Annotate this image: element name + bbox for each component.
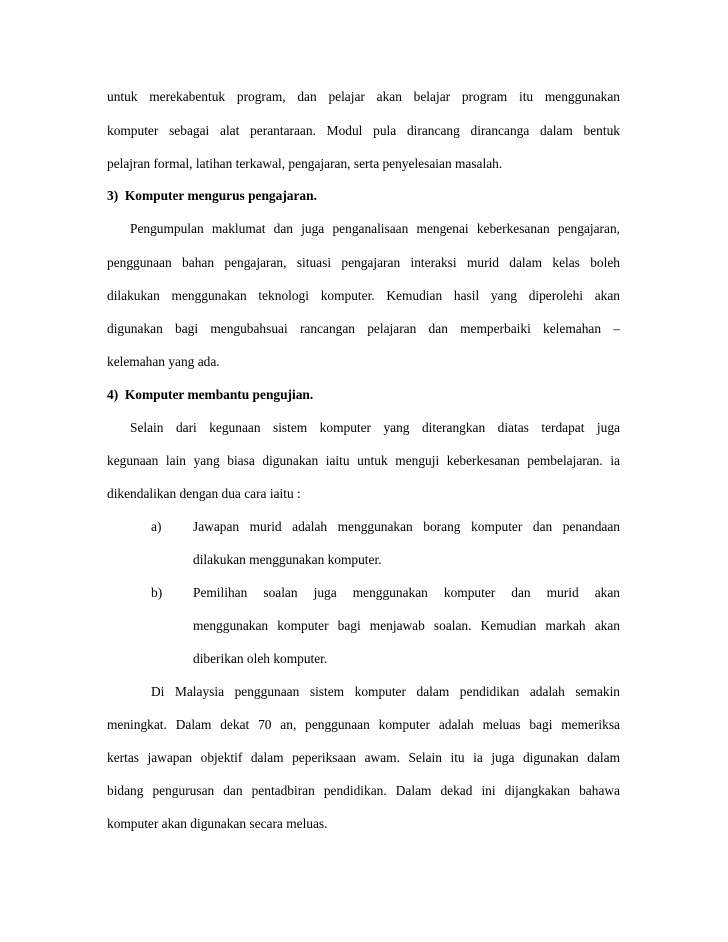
section-heading: 3) Komputer mengurus pengajaran.: [107, 188, 317, 203]
list-item-line: Jawapan murid adalah menggunakan borang komputer dan penandaan: [193, 519, 620, 534]
paragraph-line: Selain dari kegunaan sistem komputer yang diterangkan diatas terdapat juga: [130, 420, 620, 435]
list-label: a): [151, 519, 162, 534]
list-item-line: Pemilihan soalan juga menggunakan komputer dan murid akan: [193, 585, 620, 600]
paragraph-line: Di Malaysia penggunaan sistem komputer dalam pendidikan adalah semakin: [151, 684, 620, 699]
paragraph-line: penggunaan bahan pengajaran, situasi pengajaran interaksi murid dalam kelas boleh: [107, 255, 620, 270]
paragraph-line: digunakan bagi mengubahsuai rancangan pelajaran dan memperbaiki kelemahan –: [107, 321, 620, 336]
section-heading: 4) Komputer membantu pengujian.: [107, 387, 314, 402]
paragraph-line: komputer sebagai alat perantaraan. Modul pula dirancang dirancanga dalam bentuk: [107, 123, 620, 138]
paragraph-line: dikendalikan dengan dua cara iaitu :: [107, 486, 301, 501]
list-item-line: diberikan oleh komputer.: [193, 651, 328, 666]
paragraph-line: kelemahan yang ada.: [107, 354, 220, 369]
paragraph-line: pelajran formal, latihan terkawal, pengajaran, serta penyelesaian masalah.: [107, 156, 503, 171]
list-item-line: menggunakan komputer bagi menjawab soalan. Kemudian markah akan: [193, 618, 620, 633]
paragraph-line: untuk merekabentuk program, dan pelajar akan belajar program itu menggunakan: [107, 89, 620, 104]
paragraph-line: meningkat. Dalam dekat 70 an, penggunaan komputer adalah meluas bagi memeriksa: [107, 717, 620, 732]
paragraph-line: kertas jawapan objektif dalam peperiksaan awam. Selain itu ia juga digunakan dalam: [107, 750, 620, 765]
list-item-line: dilakukan menggunakan komputer.: [193, 552, 382, 567]
paragraph-line: Pengumpulan maklumat dan juga penganalisaan mengenai keberkesanan pengajaran,: [130, 221, 620, 236]
paragraph-line: komputer akan digunakan secara meluas.: [107, 816, 328, 831]
list-label: b): [151, 585, 163, 600]
paragraph-line: dilakukan menggunakan teknologi komputer. Kemudian hasil yang diperolehi akan: [107, 288, 620, 303]
paragraph-line: kegunaan lain yang biasa digunakan iaitu untuk menguji keberkesanan pembelajaran. ia: [107, 453, 620, 468]
paragraph-line: bidang pengurusan dan pentadbiran pendidikan. Dalam dekad ini dijangkakan bahawa: [107, 783, 620, 798]
